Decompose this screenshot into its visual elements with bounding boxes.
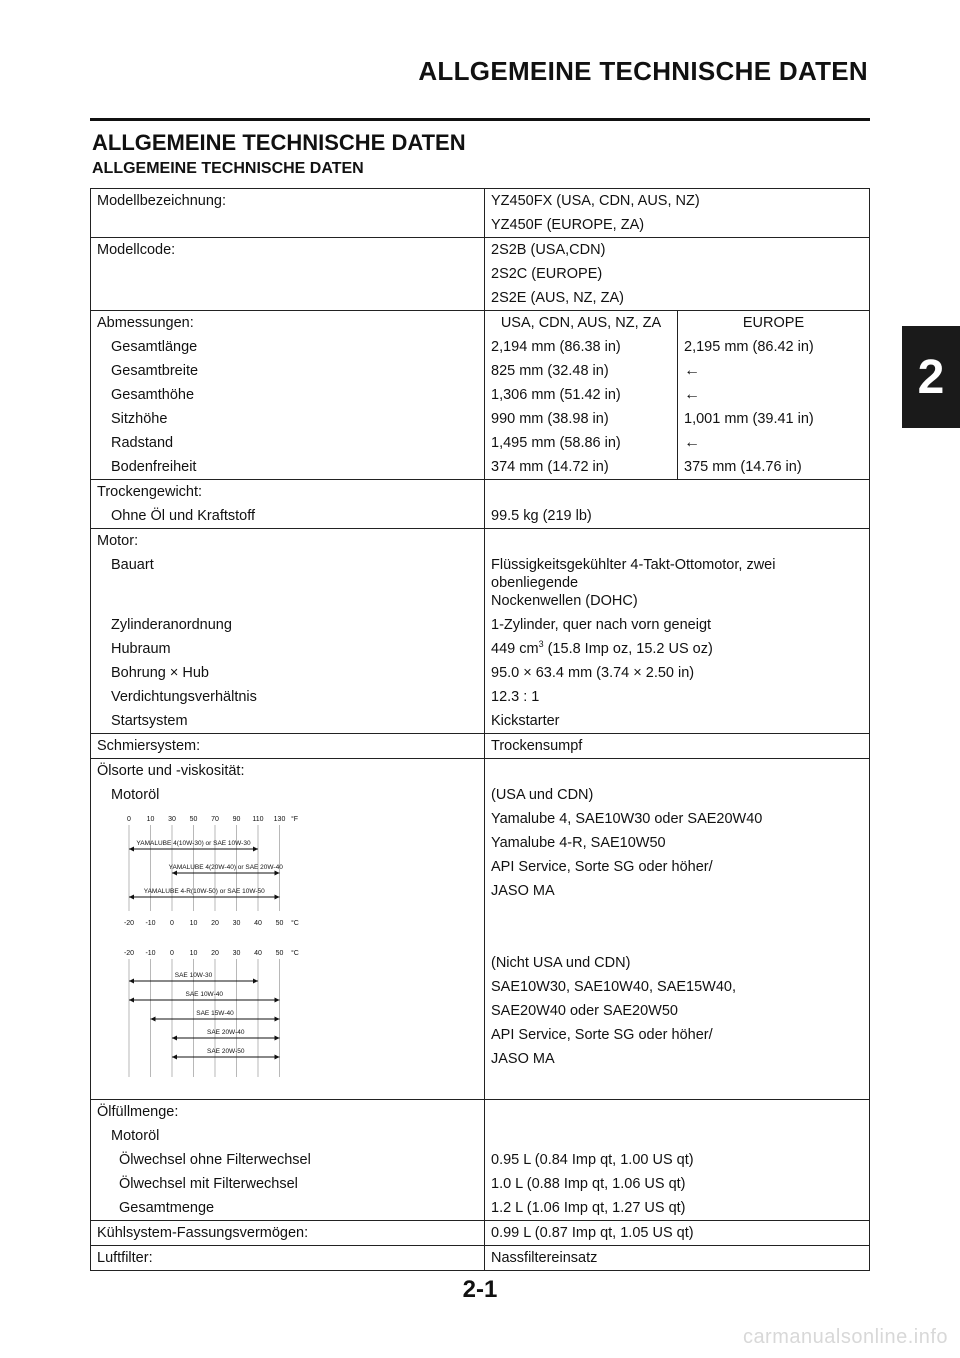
displacement-value: 449 $cm^3$ (15.8 Imp oz, 15.2 US oz) (485, 637, 870, 661)
series-label: SAE 10W-40 (185, 991, 223, 998)
arrow-right-icon (253, 847, 258, 852)
coolant-label: Kühlsystem-Fassungsvermögen: (91, 1221, 485, 1246)
tick-label: 50 (275, 950, 284, 957)
arrow-left-icon (129, 979, 134, 984)
oil-spec-line: JASO MA (491, 883, 555, 899)
model-value: YZ450F (EUROPE, ZA) (485, 213, 870, 238)
oil-spec-line: SAE20W40 oder SAE20W50 (491, 1003, 678, 1019)
engine-label: Motor: (91, 529, 485, 554)
arrow-right-icon (275, 1055, 280, 1060)
arrow-right-icon (275, 1036, 280, 1041)
oil-capacity-row-label: Gesamtmenge (119, 1200, 215, 1216)
model-label: Modellbezeichnung: (91, 189, 485, 214)
dimensions-col-header: USA, CDN, AUS, NZ, ZA (485, 311, 678, 336)
dim-value: 374 mm (14.72 in) (485, 455, 678, 480)
oil-capacity-value: 1.0 L (0.88 Imp qt, 1.06 US qt) (485, 1172, 870, 1196)
axis-unit-label: °C (291, 920, 299, 927)
oil-spec-line: API Service, Sorte SG oder höher/ (491, 859, 713, 875)
code-value: 2S2C (EUROPE) (485, 262, 870, 286)
dim-row-label: Gesamthöhe (111, 387, 195, 403)
code-label: Modellcode: (91, 238, 485, 263)
oil-type-label: Ölsorte und -viskosität: (91, 759, 485, 784)
arrow-right-icon (275, 998, 280, 1003)
tick-label: -10 (145, 920, 156, 927)
tick-label: 0 (170, 920, 174, 927)
oil-viscosity-chart-2 (121, 945, 321, 1079)
tick-label: 10 (189, 920, 198, 927)
oil-spec-line: (Nicht USA und CDN) (491, 955, 631, 971)
oil-spec-line: Yamalube 4, SAE10W30 oder SAE20W40 (491, 811, 763, 827)
dry-weight-label: Trockengewicht: (91, 480, 485, 505)
tick-label: -20 (123, 950, 135, 957)
compression-value: 12.3 : 1 (485, 685, 870, 709)
tick-label: 10 (189, 950, 198, 957)
oil-capacity-value: 1.2 L (1.06 Imp qt, 1.27 US qt) (485, 1196, 870, 1221)
dim-value: 1,001 mm (39.41 in) (678, 407, 870, 431)
oil-spec-line: API Service, Sorte SG oder höher/ (491, 1027, 713, 1043)
bore-stroke-value: 95.0 × 63.4 mm (3.74 × 2.50 in) (485, 661, 870, 685)
tick-label: 30 (232, 950, 241, 957)
arrow-left-icon (151, 1017, 156, 1022)
spec-table (90, 188, 870, 1271)
arrow-left-icon (129, 998, 134, 1003)
series-label: YAMALUBE 4(20W-40) or SAE 20W-40 (168, 864, 283, 871)
series-label: SAE 10W-30 (174, 972, 213, 979)
dim-row-label: Bodenfreiheit (111, 459, 197, 475)
arrow-left-icon (172, 1036, 177, 1041)
dim-value: 990 mm (38.98 in) (485, 407, 678, 431)
tick-label: 20 (211, 920, 219, 927)
compression-label: Verdichtungsverhältnis (111, 689, 257, 705)
tick-label: 50 (275, 920, 284, 927)
arrow-right-icon (275, 895, 280, 900)
bore-stroke-label: Bohrung × Hub (111, 665, 209, 681)
engine-type-label: Bauart (111, 557, 154, 573)
oil-spec-line: JASO MA (491, 1051, 555, 1067)
oil-capacity-row-label: Ölwechsel ohne Filterwechsel (119, 1152, 311, 1168)
dim-value: 1,306 mm (51.42 in) (485, 383, 678, 407)
dim-value: 1,495 mm (58.86 in) (485, 431, 678, 455)
oil-viscosity-chart-1 (121, 811, 321, 929)
page-number: 2-1 (462, 1276, 498, 1303)
oil-capacity-label: Ölfüllmenge: (91, 1100, 485, 1125)
watermark: carmanualsonline.info (742, 1326, 948, 1348)
dim-row-label: Gesamtbreite (111, 363, 199, 379)
dim-row-label: Gesamtlänge (111, 339, 198, 355)
engine-type-value: Flüssigkeitsgekühlter 4-Takt-Ottomotor, zwei obenliegende Nockenwellen (DOHC) (485, 553, 870, 613)
dry-weight-value: 99.5 kg (219 lb) (485, 504, 870, 529)
section-heading: ALLGEMEINE TECHNISCHE DATEN (92, 130, 466, 155)
series-label: SAE 20W-50 (207, 1048, 245, 1055)
air-filter-label: Luftfilter: (91, 1246, 485, 1271)
chapter-tab[interactable]: 2 (902, 326, 960, 428)
air-filter-value: Nassfiltereinsatz (485, 1246, 870, 1271)
displacement-label: Hubraum (111, 641, 171, 657)
cylinder-value: 1-Zylinder, quer nach vorn geneigt (485, 613, 870, 637)
oil-capacity-row-label: Ölwechsel mit Filterwechsel (119, 1176, 298, 1192)
arrow-left-icon (129, 847, 134, 852)
arrow-right-icon (253, 979, 258, 984)
header-title: ALLGEMEINE TECHNISCHE DATEN (418, 56, 868, 86)
tick-label: 20 (211, 950, 219, 957)
tick-label: -10 (145, 950, 156, 957)
tick-label: 90 (232, 816, 241, 823)
model-value: YZ450FX (USA, CDN, AUS, NZ) (485, 189, 870, 214)
axis-unit-label: °F (291, 816, 299, 823)
tick-label: 130 (273, 816, 286, 823)
oil-spec-line: Yamalube 4-R, SAE10W50 (491, 835, 666, 851)
arrow-left-icon (172, 871, 177, 876)
starting-label: Startsystem (111, 713, 188, 729)
dim-value: 2,194 mm (86.38 in) (485, 335, 678, 359)
dim-row-label: Sitzhöhe (111, 411, 168, 427)
header-rule (90, 118, 870, 121)
tick-label: 30 (232, 920, 241, 927)
arrow-right-icon (275, 871, 280, 876)
oil-capacity-value: 0.95 L (0.84 Imp qt, 1.00 US qt) (485, 1148, 870, 1172)
tick-label: 50 (189, 816, 198, 823)
arrow-right-icon (275, 1017, 280, 1022)
dim-value: 825 mm (32.48 in) (485, 359, 678, 383)
series-label: YAMALUBE 4(10W-30) or SAE 10W-30 (136, 840, 251, 847)
subsection-heading: ALLGEMEINE TECHNISCHE DATEN (92, 160, 364, 177)
oil-spec-line: (USA und CDN) (491, 787, 594, 803)
series-label: YAMALUBE 4-R(10W-50) or SAE 10W-50 (143, 888, 265, 895)
arrow-left-icon (129, 895, 134, 900)
tick-label: 0 (170, 950, 174, 957)
tick-label: 70 (211, 816, 219, 823)
axis-unit-label: °C (291, 950, 299, 957)
dim-value: 375 mm (14.76 in) (678, 455, 870, 480)
coolant-value: 0.99 L (0.87 Imp qt, 1.05 US qt) (485, 1221, 870, 1246)
same-as-arrow-icon: ← (678, 383, 870, 407)
dry-weight-sub-label: Ohne Öl und Kraftstoff (111, 508, 256, 524)
cylinder-label: Zylinderanordnung (111, 617, 232, 633)
tick-label: 40 (254, 920, 262, 927)
tick-label: 40 (254, 950, 262, 957)
oil-spec-line: SAE10W30, SAE10W40, SAE15W40, (491, 979, 737, 995)
starting-value: Kickstarter (485, 709, 870, 734)
dimensions-col-header: EUROPE (678, 311, 870, 336)
arrow-left-icon (172, 1055, 177, 1060)
lubrication-value: Trockensumpf (485, 734, 870, 759)
series-label: SAE 20W-40 (207, 1029, 245, 1036)
lubrication-label: Schmiersystem: (91, 734, 485, 759)
dimensions-label: Abmessungen: (91, 311, 485, 336)
tick-label: 10 (146, 816, 155, 823)
same-as-arrow-icon: ← (678, 431, 870, 455)
same-as-arrow-icon: ← (678, 359, 870, 383)
series-label: SAE 15W-40 (196, 1010, 234, 1017)
code-value: 2S2E (AUS, NZ, ZA) (485, 286, 870, 311)
tick-label: 0 (127, 816, 131, 823)
tick-label: -20 (123, 920, 135, 927)
dim-row-label: Radstand (111, 435, 174, 451)
tick-label: 110 (252, 816, 264, 823)
dim-value: 2,195 mm (86.42 in) (678, 335, 870, 359)
code-value: 2S2B (USA,CDN) (485, 238, 870, 263)
tick-label: 30 (168, 816, 176, 823)
oil-type-sub-label: Motoröl (111, 787, 160, 803)
oil-capacity-sub-label: Motoröl (111, 1128, 160, 1144)
